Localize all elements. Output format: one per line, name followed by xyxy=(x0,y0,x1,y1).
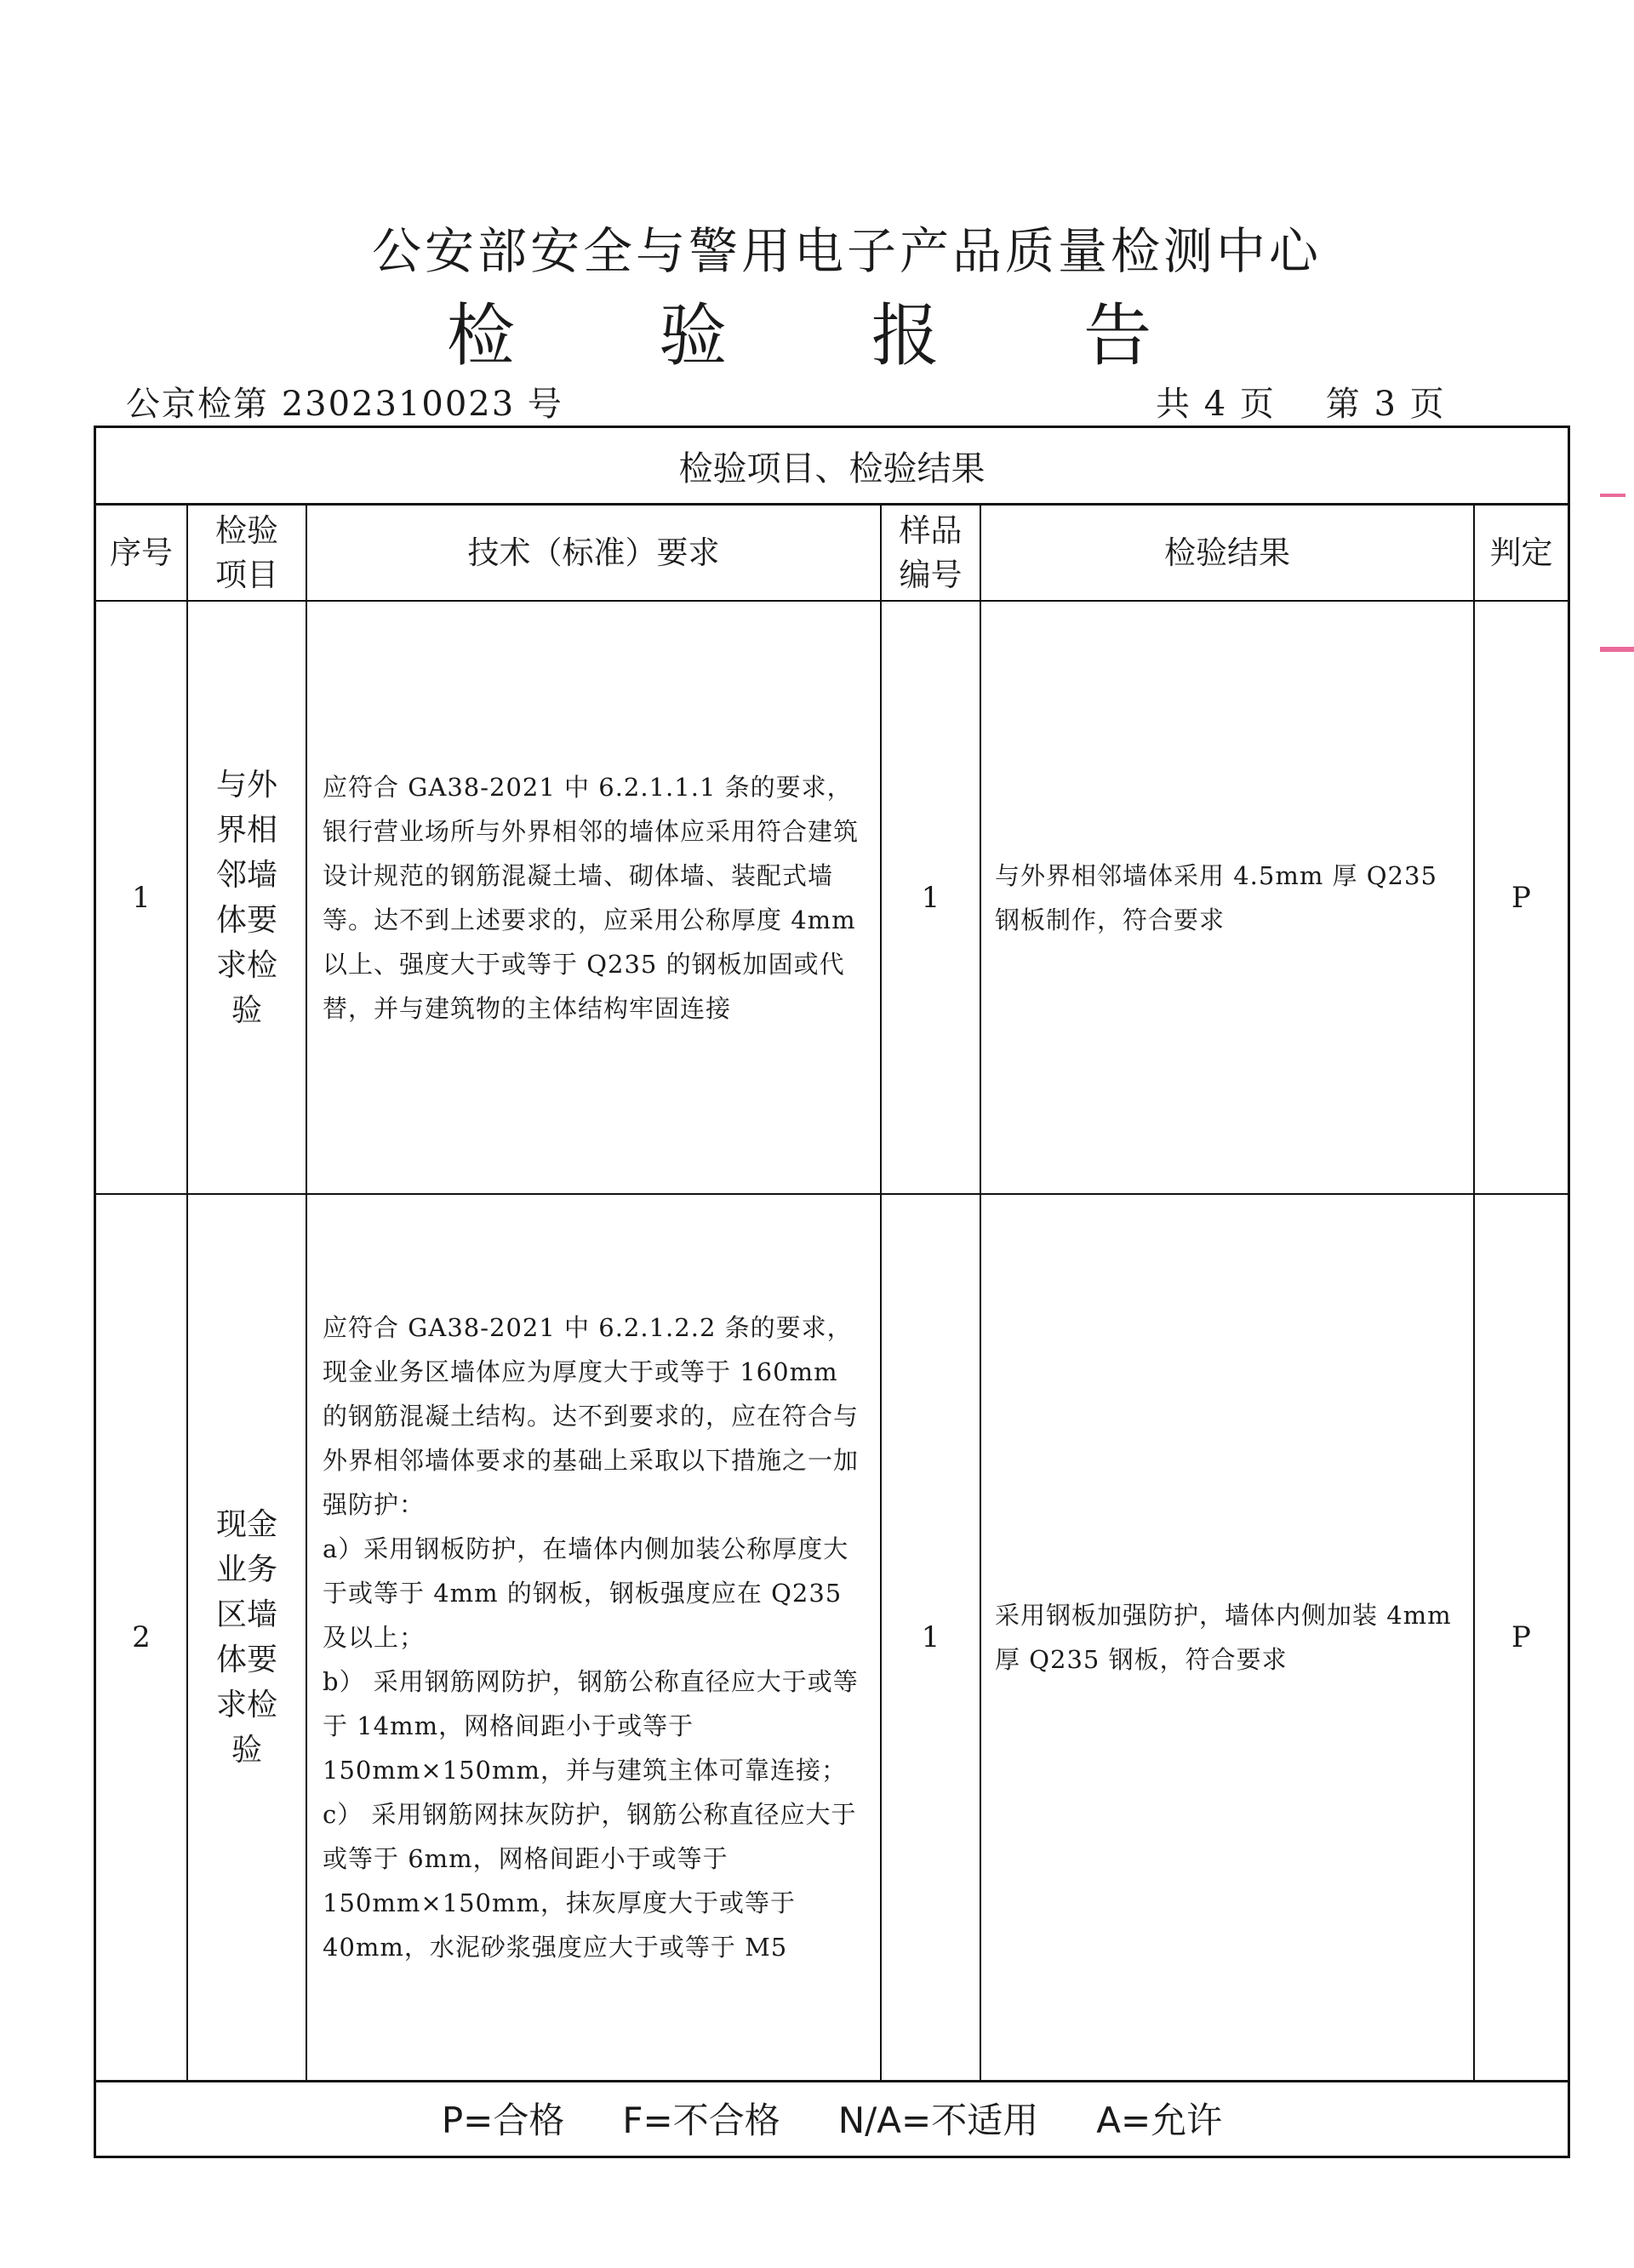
col-header-requirement: 技术（标准）要求 xyxy=(307,506,882,602)
row1-requirement: 应符合 GA38-2021 中 6.2.1.1.1 条的要求， 银行营业场所与外界相邻的墙体应采用符合建筑设计规范的钢筋混凝土墙、砌体墙、装配式墙等。达不到上述要求的，应采用公称厚度 4mm 以上、强度大于或等于 Q235 的钢板加固或代替，并与建筑物的主体结构牢固连接 xyxy=(307,602,882,1195)
document-title: 检 验 报 告 xyxy=(446,296,1214,375)
organization-name: 公安部安全与警用电子产品质量检测中心 xyxy=(371,222,1322,280)
row2-item: 现金业务区墙体要求检验 xyxy=(188,1195,307,2082)
legend-fail: F=不合格 xyxy=(622,2099,780,2141)
row1-verdict: P xyxy=(1475,602,1568,1195)
legend-na: N/A=不适用 xyxy=(837,2099,1039,2141)
col-header-sample: 样品 编号 xyxy=(882,506,981,602)
row2-result: 采用钢板加强防护，墙体内侧加装 4mm 厚 Q235 钢板，符合要求 xyxy=(981,1195,1475,2082)
section-title: 检验项目、检验结果 xyxy=(96,428,1568,506)
page-info: 共 4 页 第 3 页 xyxy=(1156,385,1446,424)
col-header-result: 检验结果 xyxy=(981,506,1475,602)
row1-sample-no: 1 xyxy=(882,602,981,1195)
row2-requirement: 应符合 GA38-2021 中 6.2.1.2.2 条的要求， 现金业务区墙体应为厚度大于或等于 160mm 的钢筋混凝土结构。达不到要求的，应在符合与外界相邻墙体要求的基础上采取以下措施之一加强防护： a）采用钢板防护，在墙体内侧加装公称厚度大于或等于 4mm 的钢板，钢板强度应在 Q235 及以上； b） 采用钢筋网防护，钢筋公称直径应大于或等于 14mm，网格间距小于或等于 150mm×150mm，并与建筑主体可靠连接； c） 采用钢筋网抹灰防护，钢筋公称直径应大于或等于 6mm，网格间距小于或等于 150mm×150mm，抹灰厚度大于或等于 40mm，水泥砂浆强度应大于或等于 M5 xyxy=(307,1195,882,2082)
col-header-item: 检验 项目 xyxy=(188,506,307,602)
row2-sample-no: 1 xyxy=(882,1195,981,2082)
seal-stamp-fragment xyxy=(1583,323,1634,681)
row2-seq: 2 xyxy=(96,1195,188,2082)
results-table xyxy=(96,506,1568,2082)
row2-verdict: P xyxy=(1475,1195,1568,2082)
results-table-frame xyxy=(94,426,1570,2158)
row1-seq: 1 xyxy=(96,602,188,1195)
legend-pass: P=合格 xyxy=(441,2099,565,2141)
legend-allowed: A=允许 xyxy=(1096,2099,1223,2141)
row1-result: 与外界相邻墙体采用 4.5mm 厚 Q235 钢板制作，符合要求 xyxy=(981,602,1475,1195)
row1-item: 与外界相邻墙体要求检验 xyxy=(188,602,307,1195)
verdict-legend xyxy=(96,2080,1568,2156)
col-header-seq: 序号 xyxy=(96,506,188,602)
col-header-verdict: 判定 xyxy=(1475,506,1568,602)
report-number: 公京检第 2302310023 号 xyxy=(126,385,563,424)
